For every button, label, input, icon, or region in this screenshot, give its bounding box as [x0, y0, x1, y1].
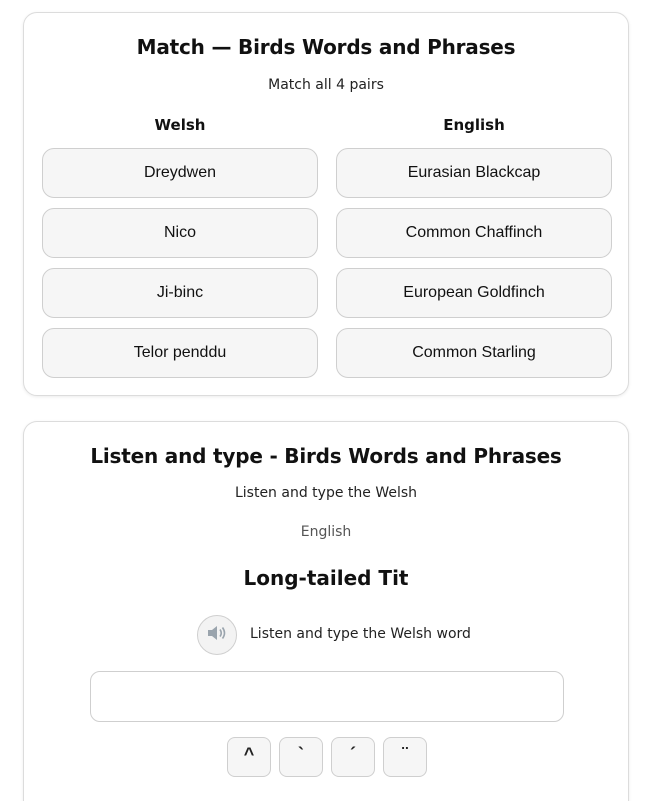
match-exercise-card — [23, 12, 629, 396]
accent-diaeresis-button[interactable]: ¨ — [383, 737, 427, 777]
play-audio-button[interactable] — [197, 615, 237, 655]
welsh-tile[interactable]: Nico — [42, 208, 318, 258]
english-tile[interactable]: European Goldfinch — [336, 268, 612, 318]
speaker-icon — [206, 624, 228, 646]
listen-title: Listen and type - Birds Words and Phrases — [90, 444, 562, 468]
accent-circumflex-button[interactable]: ^ — [227, 737, 271, 777]
prompt-word: Long-tailed Tit — [243, 566, 409, 590]
english-tile[interactable]: Common Chaffinch — [336, 208, 612, 258]
english-column-header: English — [443, 116, 505, 134]
match-subtitle: Match all 4 pairs — [268, 77, 384, 93]
english-tile[interactable]: Common Starling — [336, 328, 612, 378]
welsh-column-header: Welsh — [154, 116, 206, 134]
answer-input[interactable] — [90, 671, 564, 722]
english-tile[interactable]: Eurasian Blackcap — [336, 148, 612, 198]
audio-instruction: Listen and type the Welsh word — [250, 626, 471, 642]
accent-acute-button[interactable]: ´ — [331, 737, 375, 777]
welsh-tile[interactable]: Ji-binc — [42, 268, 318, 318]
prompt-language-label: English — [300, 524, 352, 540]
welsh-tile[interactable]: Telor penddu — [42, 328, 318, 378]
match-title: Match — Birds Words and Phrases — [136, 35, 516, 59]
listen-type-exercise-card — [23, 421, 629, 801]
accent-grave-button[interactable]: ` — [279, 737, 323, 777]
welsh-tile[interactable]: Dreydwen — [42, 148, 318, 198]
listen-subtitle: Listen and type the Welsh — [234, 485, 418, 501]
